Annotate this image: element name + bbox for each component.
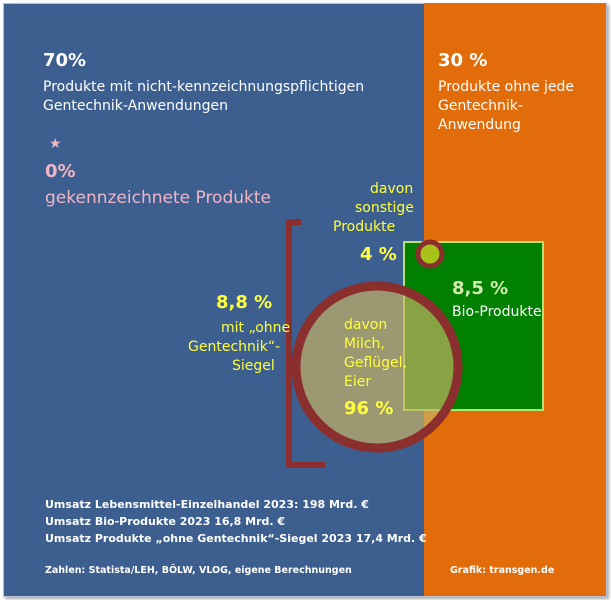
sonstige-value: 4 % — [360, 244, 397, 265]
milch-value: 96 % — [344, 398, 394, 419]
revenue-line-2: Umsatz Bio-Produkte 2023 16,8 Mrd. € — [45, 515, 286, 528]
milch-label-2: Milch, — [344, 336, 385, 352]
bio-value: 8,5 % — [452, 278, 509, 299]
blue-area-label-1: Produkte mit nicht-kennzeichnungspflichtigen — [43, 79, 365, 95]
siegel-value: 8,8 % — [216, 292, 273, 313]
orange-area-label-3: Anwendung — [438, 117, 521, 133]
bio-label: Bio-Produkte — [452, 304, 542, 320]
revenue-line-3: Umsatz Produkte „ohne Gentechnik“-Siegel 2023 17,4 Mrd. € — [45, 532, 427, 545]
siegel-label-3: Siegel — [232, 358, 275, 374]
orange-area-label-2: Gentechnik- — [438, 98, 523, 114]
milch-label-3: Geflügel, — [344, 355, 407, 371]
credit-text: Grafik: transgen.de — [450, 565, 555, 576]
siegel-label-1: mit „ohne — [221, 320, 291, 336]
star-icon: ★ — [49, 136, 62, 152]
milch-label-4: Eier — [344, 374, 372, 390]
sonstige-small-circle — [418, 242, 442, 266]
blue-area-value: 70% — [43, 50, 87, 71]
marker-label: gekennzeichnete Produkte — [45, 188, 271, 208]
sonstige-label-3: Produkte — [333, 219, 396, 235]
blue-area-label-2: Gentechnik-Anwendungen — [43, 98, 229, 114]
revenue-line-1: Umsatz Lebensmittel-Einzelhandel 2023: 198 Mrd. € — [45, 498, 369, 511]
source-text: Zahlen: Statista/LEH, BÖLW, VLOG, eigene Berechnungen — [45, 565, 352, 576]
milch-label-1: davon — [344, 317, 388, 333]
marker-value: 0% — [45, 161, 76, 182]
sonstige-label-2: sonstige — [355, 200, 414, 216]
sonstige-label-1: davon — [370, 181, 414, 197]
orange-area-value: 30 % — [438, 50, 488, 71]
orange-area-label-1: Produkte ohne jede — [438, 79, 575, 95]
siegel-label-2: Gentechnik“- — [188, 339, 281, 355]
